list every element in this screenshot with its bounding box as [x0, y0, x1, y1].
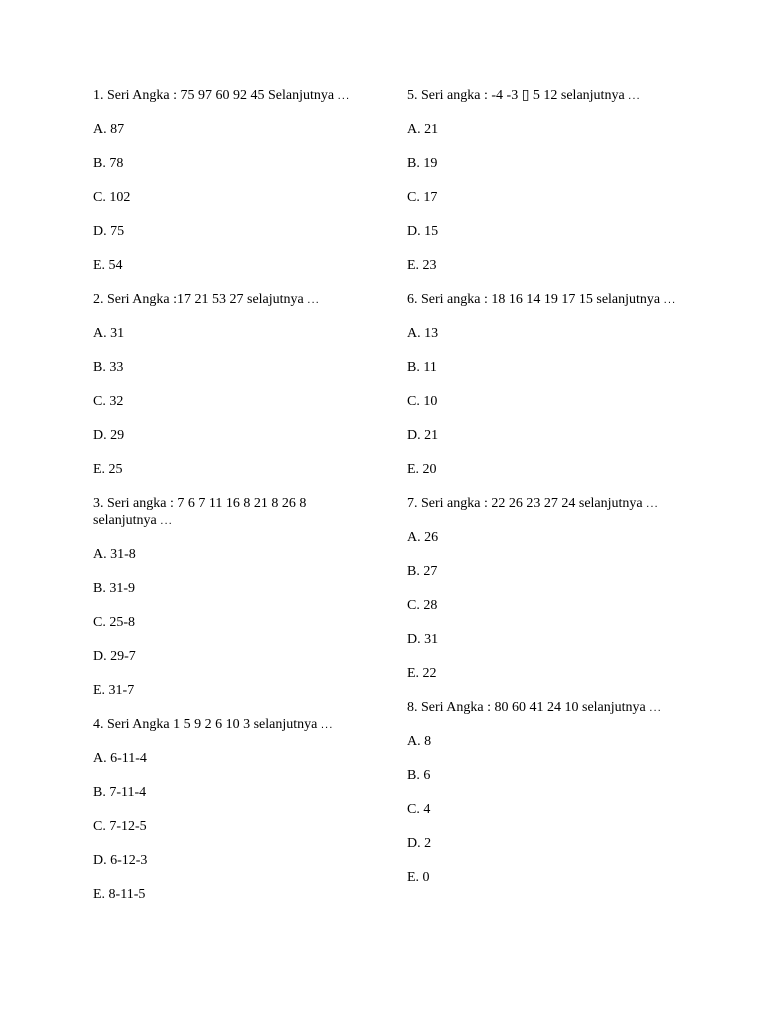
question-prompt: 6. Seri angka : 18 16 14 19 17 15 selanjutnya ...: [407, 292, 677, 307]
option-d: D. 29-7: [93, 649, 136, 664]
option-e: E. 25: [93, 462, 123, 477]
answer-options: [407, 121, 687, 274]
option-a: A. 26: [407, 530, 439, 545]
answer-options: [407, 529, 687, 682]
option-b: B. 11: [407, 360, 437, 375]
question-prompt: 4. Seri Angka 1 5 9 2 6 10 3 selanjutnya ...: [93, 717, 334, 732]
left-column: [93, 87, 373, 903]
option-c: C. 17: [407, 190, 438, 205]
right-column: [407, 87, 687, 886]
question-prompt: 5. Seri angka : -4 -3 ▯ 5 12 selanjutnya ...: [407, 88, 641, 103]
question-2: [93, 291, 373, 478]
option-e: E. 23: [407, 258, 437, 273]
option-e: E. 31-7: [93, 683, 135, 698]
option-e: E. 20: [407, 462, 437, 477]
answer-options: [93, 325, 373, 478]
option-a: A. 31: [93, 326, 125, 341]
option-b: B. 19: [407, 156, 438, 171]
option-c: C. 32: [93, 394, 124, 409]
option-b: B. 78: [93, 156, 124, 171]
option-a: A. 87: [93, 122, 125, 137]
option-b: B. 7-11-4: [93, 785, 147, 800]
option-e: E. 54: [93, 258, 123, 273]
question-4: [93, 716, 373, 903]
option-d: D. 2: [407, 836, 432, 851]
question-prompt: 2. Seri Angka :17 21 53 27 selajutnya ...: [93, 292, 320, 307]
option-b: B. 33: [93, 360, 124, 375]
option-d: D. 31: [407, 632, 439, 647]
answer-options: [407, 733, 687, 886]
option-c: C. 102: [93, 190, 131, 205]
option-c: C. 10: [407, 394, 438, 409]
option-d: D. 29: [93, 428, 125, 443]
question-5: [407, 87, 687, 274]
option-a: A. 21: [407, 122, 439, 137]
option-d: D. 21: [407, 428, 439, 443]
option-c: C. 25-8: [93, 615, 135, 630]
option-d: D. 6-12-3: [93, 853, 148, 868]
option-b: B. 31-9: [93, 581, 135, 596]
answer-options: [407, 325, 687, 478]
option-d: D. 15: [407, 224, 439, 239]
option-a: A. 13: [407, 326, 439, 341]
question-7: [407, 495, 687, 682]
option-d: D. 75: [93, 224, 125, 239]
option-c: C. 4: [407, 802, 431, 817]
answer-options: [93, 546, 373, 699]
option-b: B. 6: [407, 768, 431, 783]
question-8: [407, 699, 687, 886]
option-a: A. 6-11-4: [93, 751, 147, 766]
option-e: E. 0: [407, 870, 430, 885]
option-e: E. 8-11-5: [93, 887, 146, 902]
option-e: E. 22: [407, 666, 437, 681]
option-a: A. 31-8: [93, 547, 136, 562]
question-prompt: 3. Seri angka : 7 6 7 11 16 8 21 8 26 8 selanjutnya ...: [93, 496, 307, 528]
answer-options: [93, 121, 373, 274]
question-1: [93, 87, 373, 274]
option-b: B. 27: [407, 564, 438, 579]
question-prompt: 8. Seri Angka : 80 60 41 24 10 selanjutnya ...: [407, 700, 662, 715]
question-prompt: 7. Seri angka : 22 26 23 27 24 selanjutnya ...: [407, 496, 659, 511]
option-c: C. 28: [407, 598, 438, 613]
question-prompt: 1. Seri Angka : 75 97 60 92 45 Selanjutnya ...: [93, 88, 351, 103]
option-a: A. 8: [407, 734, 432, 749]
question-6: [407, 291, 687, 478]
answer-options: [93, 750, 373, 903]
option-c: C. 7-12-5: [93, 819, 147, 834]
question-3: [93, 495, 373, 699]
